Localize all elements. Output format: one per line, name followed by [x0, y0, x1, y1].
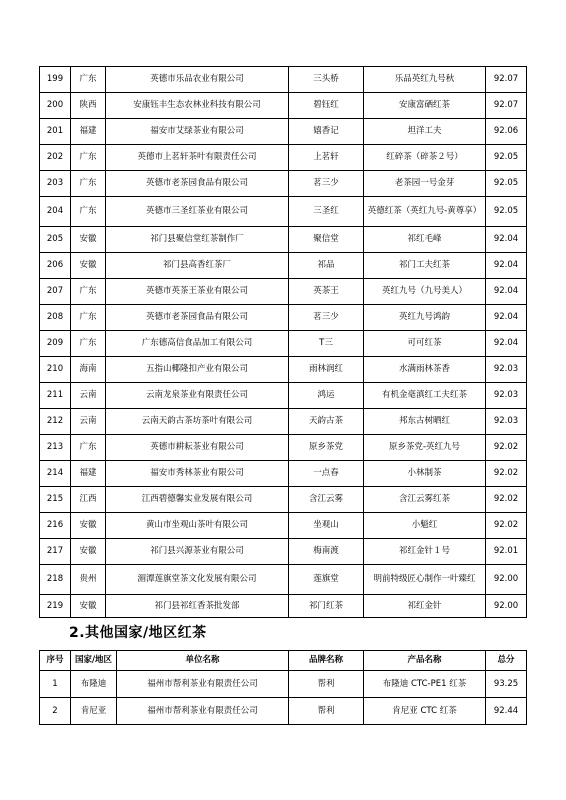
- cell-company: 祁门县祁红香茶批发部: [106, 595, 289, 618]
- cell-region: 安徽: [71, 539, 106, 565]
- cell-brand: 嬉香记: [289, 119, 364, 145]
- cell-company: 江西碧德馨实业发展有限公司: [106, 487, 289, 513]
- cell-brand: 帮利: [289, 671, 364, 698]
- table-row: [40, 435, 527, 461]
- cell-no: 209: [40, 331, 71, 357]
- table-row: [40, 513, 527, 539]
- cell-brand: 祁品: [289, 253, 364, 279]
- cell-score: 92.00: [486, 595, 527, 618]
- cell-product: 红碎茶（碎茶２号）: [364, 145, 486, 171]
- table-row: [40, 253, 527, 279]
- results-table-continued: [39, 66, 527, 618]
- cell-score: 92.06: [486, 119, 527, 145]
- cell-brand: 上茗轩: [289, 145, 364, 171]
- table-header: [40, 651, 527, 671]
- cell-brand: 三圣红: [289, 197, 364, 227]
- cell-product: 英红九号鸿韵: [364, 305, 486, 331]
- header-brand: 品牌名称: [289, 651, 364, 671]
- cell-company: 英德市英茶王茶业有限公司: [106, 279, 289, 305]
- cell-product: 明前特级匠心制作一叶臻红: [364, 565, 486, 595]
- cell-no: 2: [40, 698, 71, 725]
- cell-company: 英德市老茶园食品有限公司: [106, 171, 289, 197]
- cell-score: 92.00: [486, 565, 527, 595]
- cell-brand: 茗三少: [289, 305, 364, 331]
- table-row: [40, 227, 527, 253]
- other-countries-table: [39, 650, 527, 725]
- cell-no: 217: [40, 539, 71, 565]
- cell-company: 祁门县聚信堂红茶制作厂: [106, 227, 289, 253]
- cell-region: 广东: [71, 435, 106, 461]
- table-row: [40, 539, 527, 565]
- cell-company: 福州市帮利茶业有限责任公司: [117, 671, 289, 698]
- cell-no: 210: [40, 357, 71, 383]
- cell-region: 云南: [71, 383, 106, 409]
- table-row: [40, 93, 527, 119]
- cell-score: 92.07: [486, 67, 527, 93]
- cell-score: 92.07: [486, 93, 527, 119]
- cell-region: 肯尼亚: [71, 698, 117, 725]
- cell-company: 广东德高信食品加工有限公司: [106, 331, 289, 357]
- cell-company: 安康钰丰生态农林业科技有限公司: [106, 93, 289, 119]
- cell-company: 黄山市坐观山茶叶有限公司: [106, 513, 289, 539]
- cell-company: 云南龙泉茶业有限责任公司: [106, 383, 289, 409]
- cell-product: 乐品英红九号秋: [364, 67, 486, 93]
- table-row: [40, 595, 527, 618]
- cell-region: 广东: [71, 305, 106, 331]
- header-region: 国家/地区: [71, 651, 117, 671]
- cell-company: 祁门县兴源茶业有限公司: [106, 539, 289, 565]
- cell-company: 英德市老茶园食品有限公司: [106, 305, 289, 331]
- cell-company: 英德市乐品农业有限公司: [106, 67, 289, 93]
- cell-no: 213: [40, 435, 71, 461]
- cell-brand: T三: [289, 331, 364, 357]
- header-product: 产品名称: [364, 651, 486, 671]
- cell-score: 92.03: [486, 383, 527, 409]
- cell-brand: 祁门红茶: [289, 595, 364, 618]
- cell-score: 93.25: [486, 671, 527, 698]
- cell-no: 205: [40, 227, 71, 253]
- cell-product: 小魁红: [364, 513, 486, 539]
- cell-region: 广东: [71, 197, 106, 227]
- results-table-body: [40, 67, 527, 618]
- cell-company: 五指山椰隆扣产业有限公司: [106, 357, 289, 383]
- cell-brand: 碧钰红: [289, 93, 364, 119]
- cell-no: 216: [40, 513, 71, 539]
- other-table-body: [40, 671, 527, 725]
- cell-region: 广东: [71, 145, 106, 171]
- table-row: [40, 305, 527, 331]
- cell-brand: 鸿运: [289, 383, 364, 409]
- cell-score: 92.02: [486, 513, 527, 539]
- cell-score: 92.05: [486, 197, 527, 227]
- cell-score: 92.03: [486, 357, 527, 383]
- cell-company: 福州市帮利茶业有限责任公司: [117, 698, 289, 725]
- cell-brand: 茗三少: [289, 171, 364, 197]
- cell-product: 肯尼亚 CTC 红茶: [364, 698, 486, 725]
- table-row: [40, 357, 527, 383]
- cell-no: 1: [40, 671, 71, 698]
- cell-product: 有机金毫滇红工夫红茶: [364, 383, 486, 409]
- cell-region: 云南: [71, 409, 106, 435]
- cell-brand: 含江云雾: [289, 487, 364, 513]
- cell-no: 199: [40, 67, 71, 93]
- header-score: 总分: [486, 651, 527, 671]
- cell-brand: 莲旗堂: [289, 565, 364, 595]
- cell-product: 水满雨林茶香: [364, 357, 486, 383]
- cell-company: 英德市上茗轩茶叶有限责任公司: [106, 145, 289, 171]
- cell-region: 陕西: [71, 93, 106, 119]
- cell-region: 福建: [71, 461, 106, 487]
- cell-region: 安徽: [71, 513, 106, 539]
- cell-no: 215: [40, 487, 71, 513]
- cell-score: 92.04: [486, 331, 527, 357]
- cell-product: 祁门工夫红茶: [364, 253, 486, 279]
- table-row: [40, 67, 527, 93]
- table-row: [40, 145, 527, 171]
- cell-score: 92.02: [486, 461, 527, 487]
- cell-score: 92.05: [486, 171, 527, 197]
- cell-product: 邦东古树晒红: [364, 409, 486, 435]
- cell-no: 200: [40, 93, 71, 119]
- cell-company: 湄潭莲旗堂茶文化发展有限公司: [106, 565, 289, 595]
- cell-score: 92.03: [486, 409, 527, 435]
- cell-product: 原乡茶党-英红九号: [364, 435, 486, 461]
- cell-no: 207: [40, 279, 71, 305]
- cell-product: 祁红金针: [364, 595, 486, 618]
- cell-score: 92.04: [486, 253, 527, 279]
- section-title: 2.其他国家/地区红茶: [69, 625, 207, 641]
- cell-region: 海南: [71, 357, 106, 383]
- table-row: [40, 197, 527, 227]
- cell-brand: 聚信堂: [289, 227, 364, 253]
- cell-region: 安徽: [71, 227, 106, 253]
- cell-region: 安徽: [71, 595, 106, 618]
- cell-product: 安康富硒红茶: [364, 93, 486, 119]
- cell-no: 211: [40, 383, 71, 409]
- cell-region: 广东: [71, 67, 106, 93]
- table-row: [40, 383, 527, 409]
- cell-no: 206: [40, 253, 71, 279]
- cell-product: 小林制茶: [364, 461, 486, 487]
- cell-no: 201: [40, 119, 71, 145]
- header-no: 序号: [40, 651, 71, 671]
- cell-region: 布隆迪: [71, 671, 117, 698]
- cell-no: 212: [40, 409, 71, 435]
- cell-brand: 梅南渡: [289, 539, 364, 565]
- cell-no: 203: [40, 171, 71, 197]
- cell-product: 布隆迪 CTC-PE1 红茶: [364, 671, 486, 698]
- cell-product: 可可红茶: [364, 331, 486, 357]
- cell-no: 208: [40, 305, 71, 331]
- cell-region: 广东: [71, 171, 106, 197]
- header-company: 单位名称: [117, 651, 289, 671]
- cell-score: 92.04: [486, 305, 527, 331]
- cell-product: 英德红茶（英红九号-黄尊享）: [364, 197, 486, 227]
- cell-product: 老茶园一号金芽: [364, 171, 486, 197]
- table-row: [40, 171, 527, 197]
- cell-product: 祁红毛峰: [364, 227, 486, 253]
- cell-no: 202: [40, 145, 71, 171]
- cell-score: 92.02: [486, 435, 527, 461]
- cell-brand: 一点春: [289, 461, 364, 487]
- cell-product: 祁红金针１号: [364, 539, 486, 565]
- cell-region: 福建: [71, 119, 106, 145]
- cell-no: 204: [40, 197, 71, 227]
- table-row: [40, 565, 527, 595]
- cell-score: 92.04: [486, 279, 527, 305]
- cell-region: 贵州: [71, 565, 106, 595]
- cell-brand: 原乡茶党: [289, 435, 364, 461]
- table-row: [40, 331, 527, 357]
- cell-product: 坦洋工夫: [364, 119, 486, 145]
- table-row: [40, 698, 527, 725]
- cell-company: 英德市三圣红茶业有限公司: [106, 197, 289, 227]
- header-row: [40, 651, 527, 671]
- cell-brand: 雨林润红: [289, 357, 364, 383]
- table-row: [40, 119, 527, 145]
- cell-company: 云南天韵古茶坊茶叶有限公司: [106, 409, 289, 435]
- cell-brand: 英茶王: [289, 279, 364, 305]
- cell-region: 安徽: [71, 253, 106, 279]
- cell-no: 219: [40, 595, 71, 618]
- table-row: [40, 487, 527, 513]
- table-row: [40, 409, 527, 435]
- table-row: [40, 671, 527, 698]
- cell-brand: 坐观山: [289, 513, 364, 539]
- cell-no: 218: [40, 565, 71, 595]
- cell-score: 92.44: [486, 698, 527, 725]
- cell-region: 广东: [71, 279, 106, 305]
- cell-score: 92.02: [486, 487, 527, 513]
- cell-brand: 天韵古茶: [289, 409, 364, 435]
- cell-company: 英德市耕耘茶业有限公司: [106, 435, 289, 461]
- cell-score: 92.01: [486, 539, 527, 565]
- cell-product: 含江云雾红茶: [364, 487, 486, 513]
- cell-product: 英红九号（九号美人）: [364, 279, 486, 305]
- cell-brand: 三头桥: [289, 67, 364, 93]
- cell-score: 92.04: [486, 227, 527, 253]
- cell-region: 广东: [71, 331, 106, 357]
- cell-brand: 帮利: [289, 698, 364, 725]
- cell-no: 214: [40, 461, 71, 487]
- cell-company: 福安市艾绿茶业有限公司: [106, 119, 289, 145]
- cell-region: 江西: [71, 487, 106, 513]
- table-row: [40, 461, 527, 487]
- cell-score: 92.05: [486, 145, 527, 171]
- table-row: [40, 279, 527, 305]
- cell-company: 福安市秀林茶业有限公司: [106, 461, 289, 487]
- cell-company: 祁门县高香红茶厂: [106, 253, 289, 279]
